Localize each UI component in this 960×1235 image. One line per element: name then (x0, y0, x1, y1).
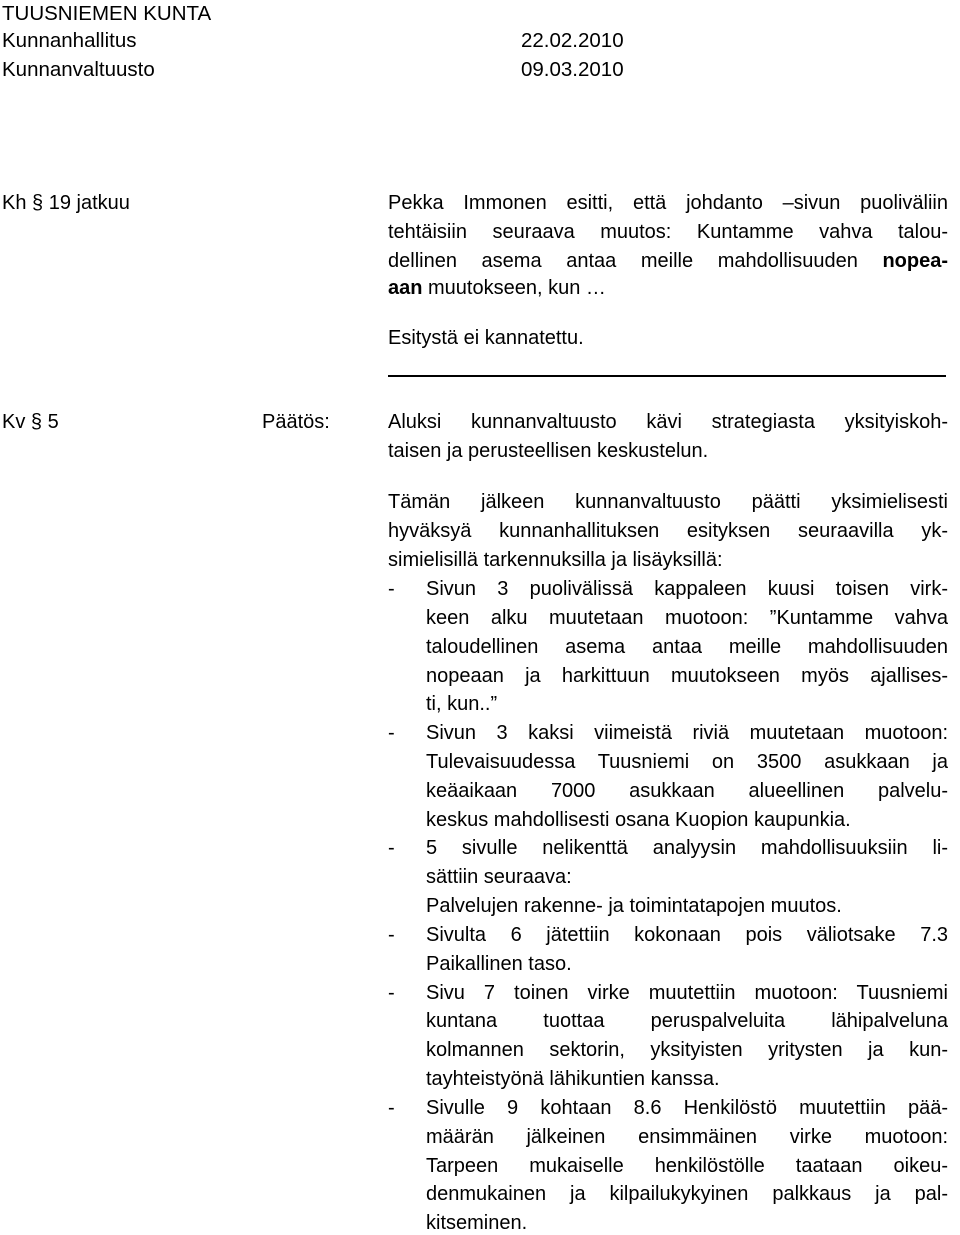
list-item-line: Tarpeen mukaiselle henkilöstölle taataan oikeu- (426, 1155, 948, 1177)
list-bullet: - (388, 578, 395, 600)
date-kunnanvaltuusto: 09.03.2010 (521, 58, 624, 81)
list-bullet: - (388, 722, 395, 744)
kv-intro-1: Aluksi kunnanvaltuusto kävi strategiasta yksityiskoh- (388, 411, 948, 433)
list-item-line: sättiin seuraava: (426, 866, 572, 888)
list-item-line: keen alku muutetaan muotoon: ”Kuntamme vahva (426, 607, 948, 629)
list-bullet: - (388, 924, 395, 946)
body-kunnanhallitus: Kunnanhallitus (2, 29, 137, 52)
list-item-line: Palvelujen rakenne- ja toimintatapojen muutos. (426, 895, 842, 917)
section-divider (388, 375, 946, 377)
list-item-line: Sivun 3 puolivälissä kappaleen kuusi toisen virk- (426, 578, 948, 600)
list-item-line: ti, kun..” (426, 693, 498, 715)
list-item-line: Tulevaisuudessa Tuusniemi on 3500 asukkaan ja (426, 751, 948, 773)
date-kunnanhallitus: 22.02.2010 (521, 29, 624, 52)
list-item-line: keskus mahdollisesti osana Kuopion kaupunkia. (426, 809, 851, 831)
list-item-line: Sivu 7 toinen virke muutettiin muotoon: Tuusniemi (426, 982, 948, 1004)
list-item-line: Sivun 3 kaksi viimeistä riviä muutetaan muotoon: (426, 722, 948, 744)
list-item-line: kolmannen sektorin, yksityisten yritysten ja kun- (426, 1039, 948, 1061)
kh-line-1: Pekka Immonen esitti, että johdanto –sivun puoliväliin (388, 192, 948, 214)
list-bullet: - (388, 837, 395, 859)
body-kunnanvaltuusto: Kunnanvaltuusto (2, 58, 155, 81)
kh-bold-nopea: nopea- (882, 250, 948, 272)
list-item-line: kuntana tuottaa peruspalveluita lähipalveluna (426, 1010, 948, 1032)
kv-para-1: Tämän jälkeen kunnanvaltuusto päätti yksimielisesti (388, 491, 948, 513)
kh-line-2: tehtäisiin seuraava muutos: Kuntamme vahva talou- (388, 221, 948, 243)
list-item-line: Sivulle 9 kohtaan 8.6 Henkilöstö muutettiin pää- (426, 1097, 948, 1119)
list-item-line: kitseminen. (426, 1212, 528, 1234)
kv-para-2: hyväksyä kunnanhallituksen esityksen seuraavilla yk- (388, 520, 948, 542)
kv-section-ref: Kv § 5 (2, 411, 59, 433)
decision-label: Päätös: (262, 411, 330, 433)
kh-line-3: dellinen asema antaa meille mahdollisuuden nopea- (388, 250, 948, 272)
list-item-line: Paikallinen taso. (426, 953, 572, 975)
kh-note: Esitystä ei kannatettu. (388, 327, 584, 349)
list-item-line: tayhteistyönä lähikuntien kanssa. (426, 1068, 720, 1090)
list-item-line: taloudellinen asema antaa meille mahdollisuuden (426, 636, 948, 658)
list-bullet: - (388, 982, 395, 1004)
list-item-line: nopeaan ja harkittuun muutokseen myös ajallises- (426, 665, 948, 687)
list-item-line: denmukainen ja kilpailukykyinen palkkaus ja pal- (426, 1183, 948, 1205)
kv-para-3: simielisillä tarkennuksilla ja lisäyksillä: (388, 549, 723, 571)
list-item-line: määrän jälkeinen ensimmäinen virke muotoon: (426, 1126, 948, 1148)
list-item-line: Sivulta 6 jätettiin kokonaan pois väliotsake 7.3 (426, 924, 948, 946)
list-bullet: - (388, 1097, 395, 1119)
list-item-line: keäaikaan 7000 asukkaan alueellinen palvelu- (426, 780, 948, 802)
kv-intro-2: taisen ja perusteellisen keskustelun. (388, 440, 709, 462)
kh-bold-aan: aan (388, 277, 423, 299)
kh-section-ref: Kh § 19 jatkuu (2, 192, 130, 214)
list-item-line: 5 sivulle nelikenttä analyysin mahdollisuuksiin li- (426, 837, 948, 859)
kh-line-4: aan muutokseen, kun … (388, 277, 606, 299)
municipality-name: TUUSNIEMEN KUNTA (2, 2, 212, 25)
